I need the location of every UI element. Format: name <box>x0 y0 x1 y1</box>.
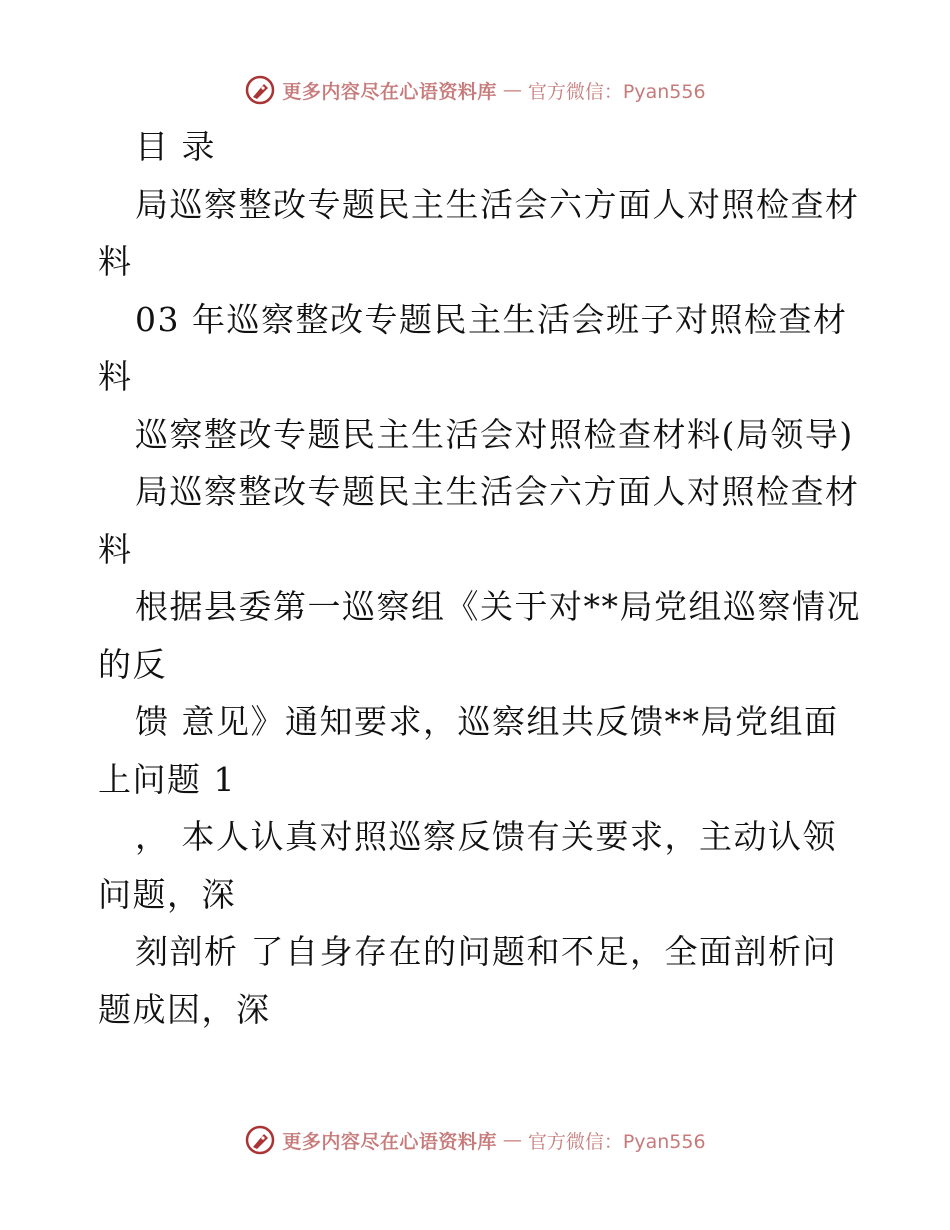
pen-nib-logo-icon <box>244 74 276 106</box>
text-line: ， 本人认真对照巡察反馈有关要求，主动认领 <box>135 817 837 856</box>
text-line: 局巡察整改专题民主生活会六方面人对照检查材 <box>135 184 860 224</box>
banner-separator: — <box>502 1129 522 1151</box>
text-line: 上问题 1 <box>98 759 236 799</box>
banner-title: 更多内容尽在心语资料库 <box>282 1130 497 1153</box>
text-line: 料 <box>98 357 133 396</box>
text-line: 巡察整改专题民主生活会对照检查材料(局领导) <box>135 414 854 454</box>
text-line: 03 年巡察整改专题民主生活会班子对照检查材 <box>135 299 848 339</box>
text-line: 馈 意见》通知要求，巡察组共反馈**局党组面 <box>135 702 839 741</box>
text-line: 料 <box>98 242 133 281</box>
text-line: 局巡察整改专题民主生活会六方面人对照检查材 <box>135 472 860 511</box>
text-line: 的反 <box>98 644 167 684</box>
banner-separator: — <box>502 79 522 101</box>
toc-heading: 目 录 <box>135 127 216 166</box>
document-body <box>98 118 861 1038</box>
banner-title: 更多内容尽在心语资料库 <box>282 80 497 103</box>
footer-banner <box>0 1120 950 1160</box>
text-line: 题成因，深 <box>98 989 271 1029</box>
banner-wechat: 官方微信：Pyan556 <box>527 1130 706 1153</box>
banner-wechat: 官方微信：Pyan556 <box>527 80 706 103</box>
text-line: 问题，深 <box>98 874 236 914</box>
header-banner <box>0 70 950 110</box>
text-line: 料 <box>98 529 133 569</box>
text-line: 根据县委第一巡察组《关于对**局党组巡察情况 <box>135 587 861 626</box>
pen-nib-logo-icon <box>244 1124 276 1156</box>
text-line: 刻剖析 了自身存在的问题和不足，全面剖析问 <box>135 932 837 971</box>
